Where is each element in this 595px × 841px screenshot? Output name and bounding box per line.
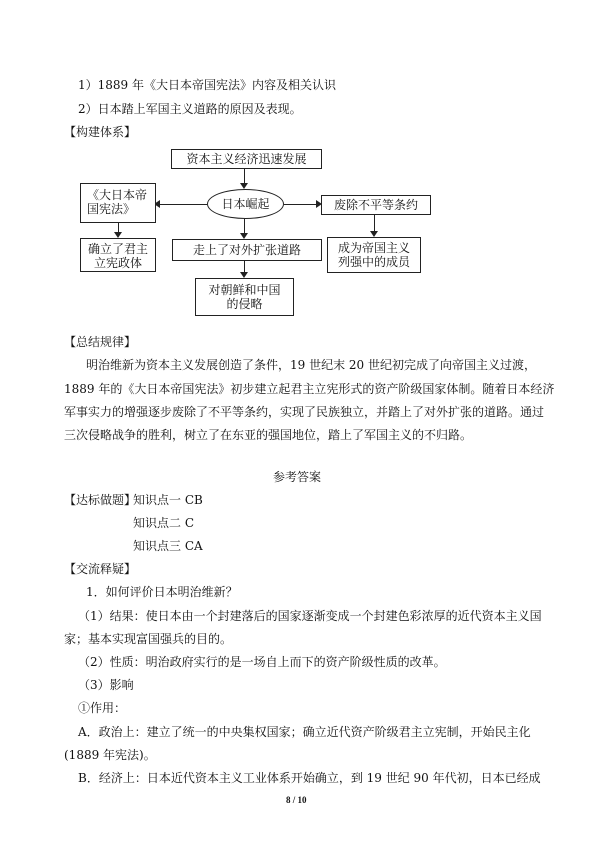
answers-title: 参考答案: [273, 470, 322, 484]
box-constitution: 《大日本帝国宪法》: [80, 183, 156, 223]
paragraph-politics-1: A．政治上：建立了统一的中央集权国家；确立近代资产阶级君主立宪制，开始民主化: [78, 725, 531, 739]
summary-line-4: 三次侵略战争的胜利，树立了在东亚的强国地位，踏上了军国主义的不归路。: [64, 428, 473, 442]
intro-line-2: 2）日本踏上军国主义道路的原因及表现。: [78, 102, 302, 116]
connector-line: [284, 204, 318, 205]
answer-item: 知识点一 CB: [133, 493, 203, 507]
box-imperialist-member: 成为帝国主义列强中的成员: [327, 237, 421, 273]
question-1: 1．如何评价日本明治维新？: [86, 585, 238, 599]
page-number: 8 / 10: [286, 795, 307, 805]
connector-line: [244, 169, 245, 183]
paragraph-result-2: 家；基本实现富国强兵的目的。: [64, 632, 233, 646]
oval-japan-rise: 日本崛起: [207, 189, 284, 219]
intro-line-1: 1）1889 年《大日本帝国宪法》内容及相关认识: [78, 78, 336, 92]
connector-line: [374, 215, 375, 232]
box-abolish-treaties: 废除不平等条约: [321, 195, 431, 215]
paragraph-role: ①作用：: [78, 701, 127, 715]
build-system-heading: 【构建体系】: [64, 125, 137, 139]
connector-line: [160, 204, 207, 205]
connector-line: [244, 219, 245, 233]
summary-line-1: 明治维新为资本主义发展创造了条件，19 世纪末 20 世纪初完成了向帝国主义过渡，: [86, 358, 536, 372]
box-external-expansion: 走上了对外扩张道路: [172, 239, 322, 261]
answer-item: 知识点三 CA: [133, 539, 203, 553]
answer-item: 知识点二 C: [133, 516, 194, 530]
paragraph-politics-2: (1889 年宪法)。: [64, 748, 156, 762]
summary-line-2: 1889 年的《大日本帝国宪法》初步建立起君主立宪形式的资产阶级国家体制。随着日本经济: [64, 382, 555, 396]
paragraph-impact: （3）影响: [78, 678, 134, 692]
summary-line-3: 军事实力的增强逐步废除了不平等条约，实现了民族独立，并踏上了对外扩张的道路。通过: [64, 405, 545, 419]
box-constitutional-monarchy: 确立了君主立宪政体: [80, 238, 156, 272]
discussion-heading: 【交流释疑】: [64, 562, 137, 576]
box-capitalist-economy: 资本主义经济迅速发展: [171, 149, 322, 169]
paragraph-nature: （2）性质：明治政府实行的是一场自上而下的资产阶级性质的改革。: [78, 655, 446, 669]
paragraph-economy-1: B．经济上：日本近代资本主义工业体系开始确立，到 19 世纪 90 年代初，日本已经成: [78, 771, 541, 785]
box-invasion: 对朝鲜和中国的侵略: [195, 278, 294, 316]
summary-heading: 【总结规律】: [64, 335, 137, 349]
paragraph-result-1: （1）结果：使日本由一个封建落后的国家逐渐变成一个封建色彩浓厚的近代资本主义国: [78, 609, 542, 623]
answers-heading: 【达标做题】: [64, 493, 137, 507]
